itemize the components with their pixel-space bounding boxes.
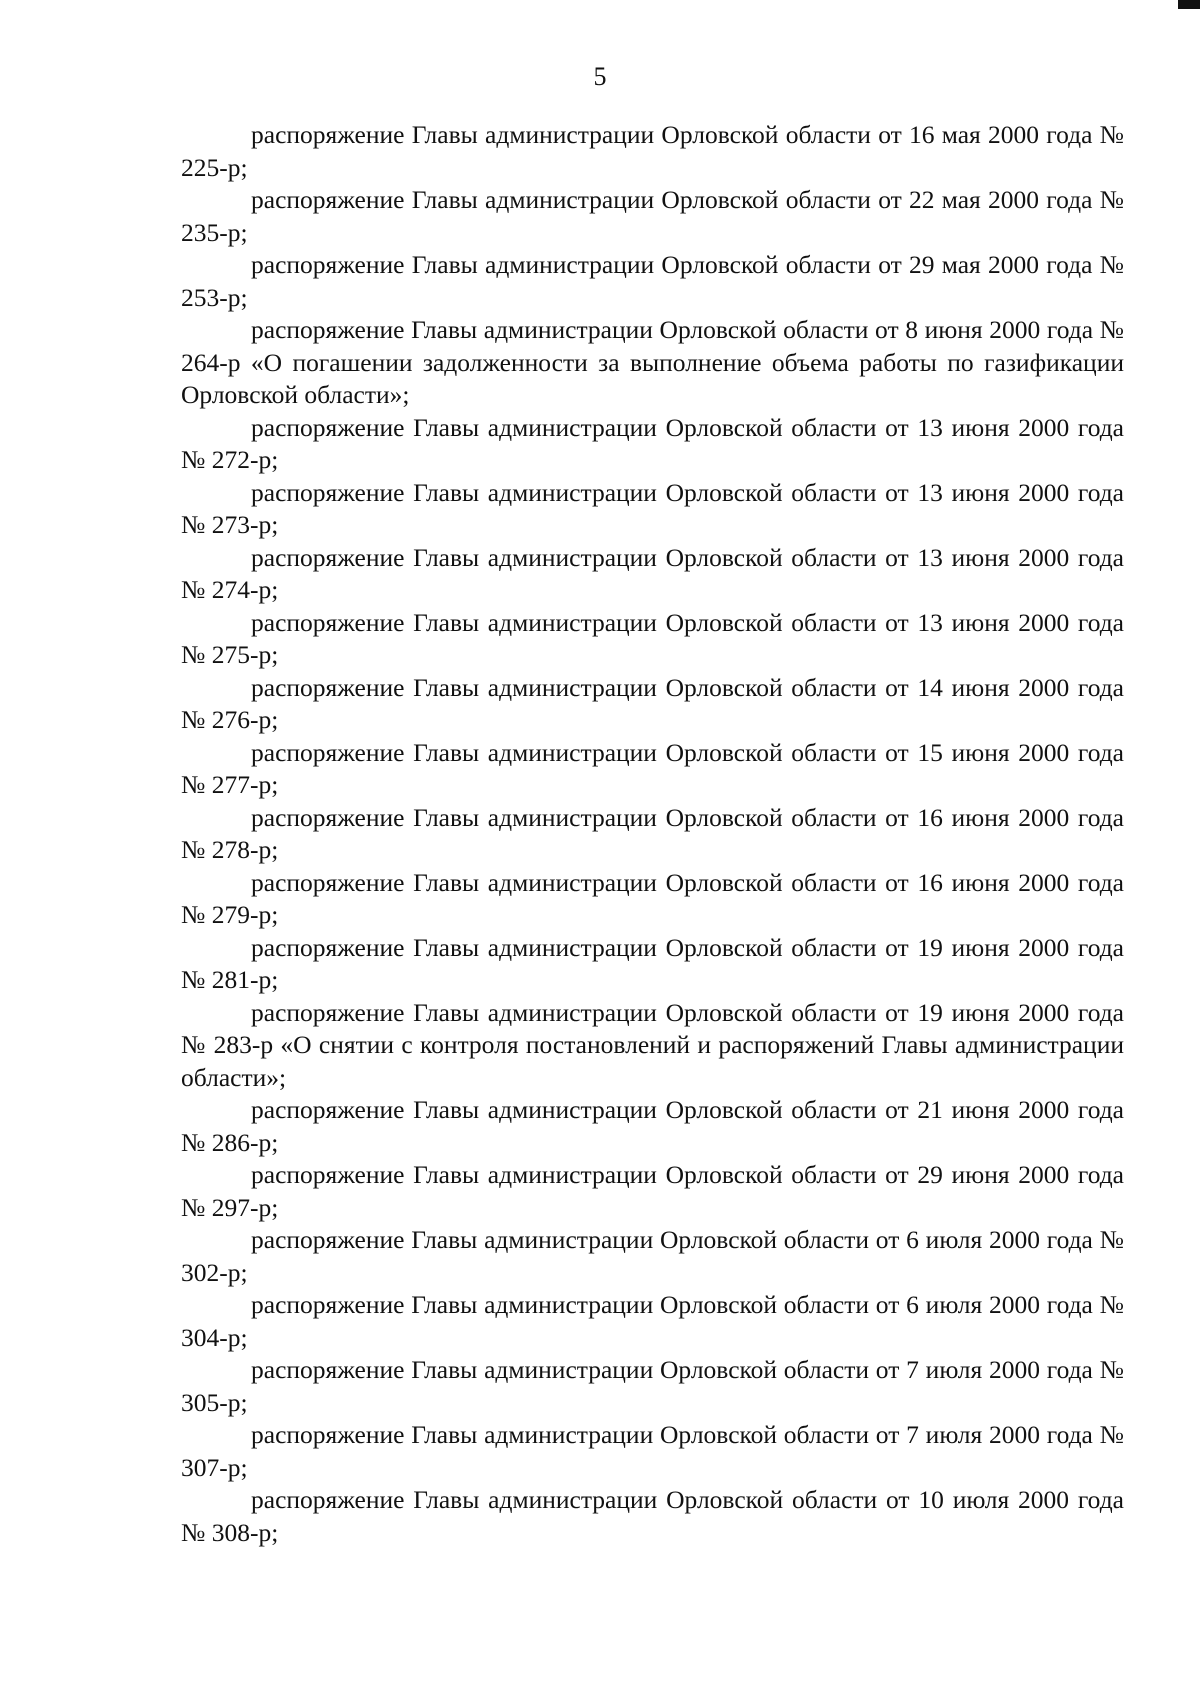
list-item: распоряжение Главы администрации Орловской области от 7 июля 2000 года № 307-р;	[181, 1420, 1124, 1482]
list-item: распоряжение Главы администрации Орловской области от 29 мая 2000 года № 253-р;	[181, 250, 1124, 312]
list-item: распоряжение Главы администрации Орловской области от 19 июня 2000 года № 281-р;	[181, 932, 1124, 994]
list-item: распоряжение Главы администрации Орловской области от 21 июня 2000 года № 286-р;	[181, 1095, 1124, 1157]
list-item: распоряжение Главы администрации Орловской области от 14 июня 2000 года № 276-р;	[181, 672, 1124, 734]
list-item: распоряжение Главы администрации Орловской области от 19 июня 2000 года № 283-р «О снятии с контроля постановлений и распоряжений Главы администрации области»;	[181, 997, 1124, 1092]
list-item: распоряжение Главы администрации Орловской области от 13 июня 2000 года № 275-р;	[181, 607, 1124, 669]
scan-edge-mark	[1178, 0, 1200, 9]
list-item: распоряжение Главы администрации Орловской области от 7 июля 2000 года № 305-р;	[181, 1355, 1124, 1417]
list-item: распоряжение Главы администрации Орловской области от 29 июня 2000 года № 297-р;	[181, 1160, 1124, 1222]
list-item: распоряжение Главы администрации Орловской области от 8 июня 2000 года № 264-р «О погашении задолженности за выполнение объема работы по газификации Орловской области»;	[181, 315, 1124, 409]
list-item: распоряжение Главы администрации Орловской области от 16 июня 2000 года № 278-р;	[181, 802, 1124, 864]
list-item: распоряжение Главы администрации Орловской области от 6 июля 2000 года № 304-р;	[181, 1290, 1124, 1352]
list-item: распоряжение Главы администрации Орловской области от 13 июня 2000 года № 272-р;	[181, 412, 1124, 474]
list-item: распоряжение Главы администрации Орловской области от 10 июля 2000 года № 308-р;	[181, 1485, 1124, 1547]
list-item: распоряжение Главы администрации Орловской области от 6 июля 2000 года № 302-р;	[181, 1225, 1124, 1287]
list-item: распоряжение Главы администрации Орловской области от 16 мая 2000 года № 225-р;	[181, 120, 1124, 182]
document-body	[181, 119, 1124, 1549]
list-item: распоряжение Главы администрации Орловской области от 13 июня 2000 года № 274-р;	[181, 542, 1124, 604]
page-number: 5	[593, 62, 607, 91]
list-item: распоряжение Главы администрации Орловской области от 13 июня 2000 года № 273-р;	[181, 477, 1124, 539]
list-item: распоряжение Главы администрации Орловской области от 15 июня 2000 года № 277-р;	[181, 737, 1124, 799]
list-item: распоряжение Главы администрации Орловской области от 16 июня 2000 года № 279-р;	[181, 867, 1124, 929]
list-item: распоряжение Главы администрации Орловской области от 22 мая 2000 года № 235-р;	[181, 185, 1124, 247]
